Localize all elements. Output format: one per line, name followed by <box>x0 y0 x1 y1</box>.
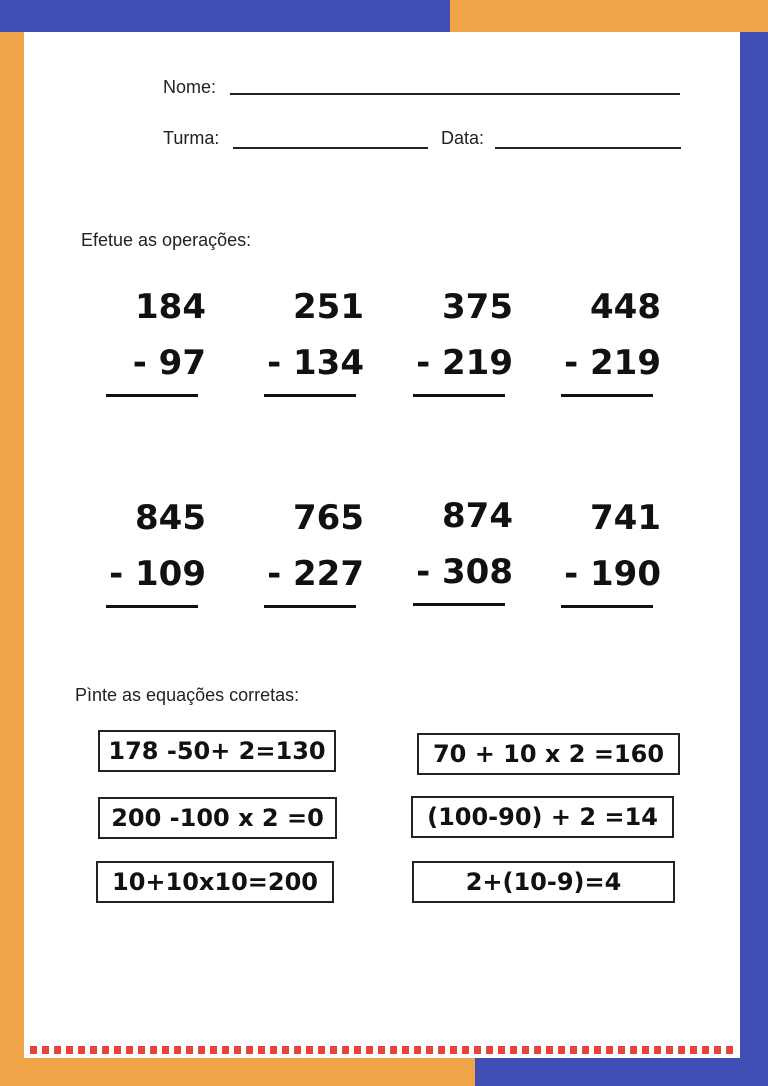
dashed-border <box>30 1046 736 1054</box>
equation-box[interactable]: (100-90) + 2 =14 <box>411 796 674 838</box>
problem-3 <box>403 287 513 383</box>
problem-5-top: 845 <box>135 498 206 538</box>
nome-label: Nome: <box>163 77 217 97</box>
answer-line[interactable] <box>106 394 198 397</box>
right-blue-bar <box>740 32 768 1086</box>
equation-box[interactable]: 178 -50+ 2=130 <box>98 730 336 772</box>
problem-6-top: 765 <box>293 498 364 538</box>
section2-instruction: Pìnte as equações corretas: <box>75 685 300 705</box>
answer-line[interactable] <box>413 394 505 397</box>
problem-1-top: 184 <box>135 287 206 327</box>
answer-line[interactable] <box>106 605 198 608</box>
left-orange-bar <box>0 32 24 1086</box>
top-orange-bar <box>450 0 768 32</box>
problem-6 <box>254 498 364 594</box>
problem-8 <box>551 498 661 594</box>
top-blue-bar <box>0 0 450 32</box>
answer-line[interactable] <box>264 394 356 397</box>
problem-7 <box>403 496 513 592</box>
problem-2-top: 251 <box>293 287 364 327</box>
problem-7-bottom: - 308 <box>416 552 513 592</box>
problem-1-bottom: - 97 <box>132 343 206 383</box>
problem-1 <box>96 287 206 383</box>
problem-5 <box>96 498 206 594</box>
problem-4-bottom: - 219 <box>564 343 661 383</box>
problem-8-top: 741 <box>590 498 661 538</box>
section1-instruction: Efetue as operações: <box>81 230 252 250</box>
turma-field[interactable] <box>233 147 428 149</box>
problem-5-bottom: - 109 <box>109 554 206 594</box>
equation-box[interactable]: 200 -100 x 2 =0 <box>98 797 337 839</box>
problem-3-top: 375 <box>442 287 513 327</box>
problem-4-top: 448 <box>590 287 661 327</box>
problem-2-bottom: - 134 <box>267 343 364 383</box>
answer-line[interactable] <box>264 605 356 608</box>
problem-7-top: 874 <box>442 496 513 536</box>
problem-8-bottom: - 190 <box>564 554 661 594</box>
data-label: Data: <box>441 128 485 148</box>
problem-3-bottom: - 219 <box>416 343 513 383</box>
equation-box[interactable]: 70 + 10 x 2 =160 <box>417 733 680 775</box>
bottom-blue-bar <box>475 1058 768 1086</box>
equation-box[interactable]: 2+(10-9)=4 <box>412 861 675 903</box>
equation-box[interactable]: 10+10x10=200 <box>96 861 334 903</box>
nome-field[interactable] <box>230 93 680 95</box>
data-field[interactable] <box>495 147 681 149</box>
problem-6-bottom: - 227 <box>267 554 364 594</box>
answer-line[interactable] <box>413 603 505 606</box>
bottom-orange-bar <box>0 1058 475 1086</box>
answer-line[interactable] <box>561 394 653 397</box>
problem-4 <box>551 287 661 383</box>
answer-line[interactable] <box>561 605 653 608</box>
problem-2 <box>254 287 364 383</box>
turma-label: Turma: <box>163 128 220 148</box>
